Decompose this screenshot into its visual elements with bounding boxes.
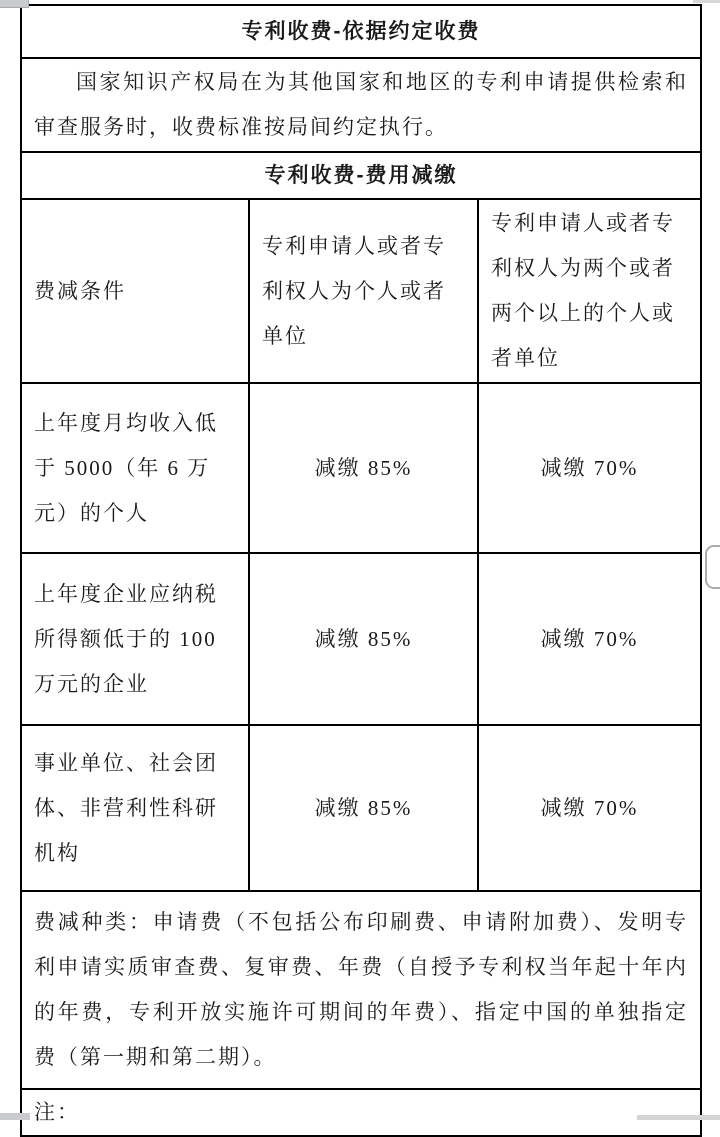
- table-row: [21, 725, 701, 891]
- fee-types-paragraph: 费减种类：申请费（不包括公布印刷费、申请附加费）、发明专利申请实质审查费、复审费、年费（自授予专利权当年起十年内的年费，专利开放实施许可期间的年费）、指定中国的单独指定费（第一期和第二期）。: [21, 891, 701, 1089]
- condition-cell-low-profit-enterprise: 上年度企业应纳税所得额低于的 100 万元的企业: [21, 553, 249, 725]
- column-header-multiple-applicants: 专利申请人或者专利权人为两个或者两个以上的个人或者单位: [478, 199, 701, 383]
- scrollbar-fragment-top-left[interactable]: [0, 0, 29, 8]
- table-row: [21, 5, 701, 58]
- agreed-fees-paragraph: 国家知识产权局在为其他国家和地区的专利申请提供检索和审查服务时，收费标准按局间约定执行。: [21, 58, 701, 152]
- reduction-cell-multi: 减缴 70%: [478, 725, 701, 891]
- table-row: [21, 1089, 701, 1136]
- patent-fee-document-table: [20, 4, 702, 1137]
- reduction-cell-single: 减缴 85%: [249, 553, 478, 725]
- reduction-cell-single: 减缴 85%: [249, 725, 478, 891]
- table-row: [21, 58, 701, 152]
- scrollbar-fragment-top-right[interactable]: [693, 0, 720, 3]
- column-header-condition: 费减条件: [21, 199, 249, 383]
- reduction-cell-multi: 减缴 70%: [478, 553, 701, 725]
- table-header-row: [21, 199, 701, 383]
- note-label: 注：: [21, 1089, 701, 1136]
- section-title-fee-reduction: 专利收费-费用减缴: [21, 152, 701, 199]
- section-title-agreed-fees: 专利收费-依据约定收费: [21, 5, 701, 58]
- scrollbar-fragment-bottom-left[interactable]: [0, 1113, 30, 1120]
- reduction-cell-single: 减缴 85%: [249, 383, 478, 553]
- column-header-single-applicant: 专利申请人或者专利权人为个人或者单位: [249, 199, 478, 383]
- condition-cell-low-income-individual: 上年度月均收入低于 5000（年 6 万元）的个人: [21, 383, 249, 553]
- table-row: [21, 383, 701, 553]
- table-row: [21, 152, 701, 199]
- table-row: [21, 553, 701, 725]
- condition-cell-institutions: 事业单位、社会团体、非营利性科研机构: [21, 725, 249, 891]
- reduction-cell-multi: 减缴 70%: [478, 383, 701, 553]
- scrollbar-thumb-right[interactable]: [705, 545, 720, 589]
- table-row: [21, 891, 701, 1089]
- scrollbar-fragment-bottom-right[interactable]: [637, 1115, 720, 1120]
